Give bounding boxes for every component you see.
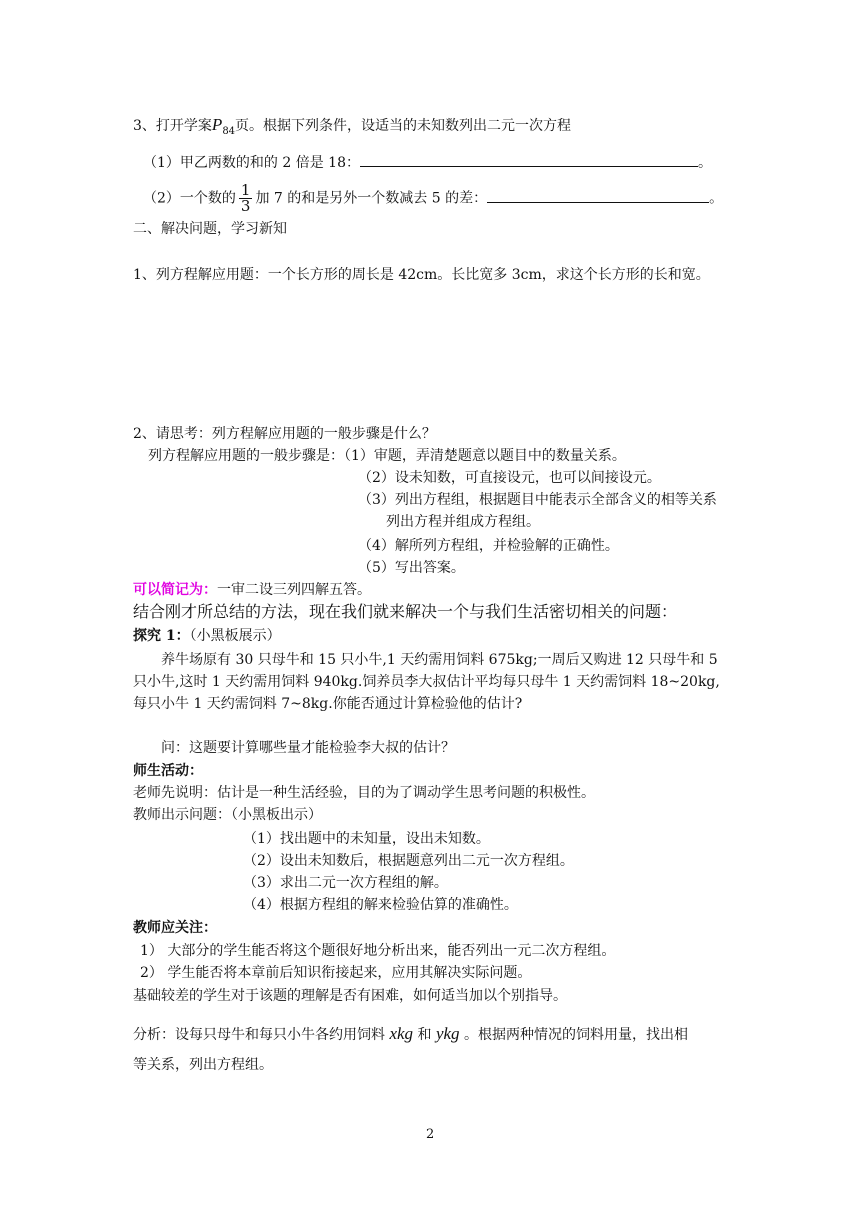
problem-line-1: 养牛场原有 30 只母牛和 15 只小牛,1 天约需用饲料 675kg;一周后又购进 12 只母牛和 5: [161, 652, 718, 668]
step-3: （3）列出方程组，根据题目中能表示全部含义的相等关系: [358, 492, 717, 508]
analysis-and: 和: [417, 1027, 432, 1043]
step-4: （4）解所列方程组，并检验解的正确性。: [358, 538, 619, 554]
page-number: 2: [426, 1127, 435, 1142]
mnemonic-label: 可以简记为：: [133, 582, 217, 598]
steps-lead: 列方程解应用题的一般步骤是：: [148, 448, 344, 464]
problem-line-3: 每只小牛 1 天约需饲料 7~8kg.你能否通过计算检验他的估计?: [133, 696, 523, 712]
explore-label: 探究 1：: [133, 628, 190, 644]
step-1: （1）审题，弄清楚题意以题目中的数量关系。: [344, 448, 626, 464]
item-2-prefix: （2）一个数的: [143, 190, 236, 207]
analysis-line: [133, 1024, 688, 1045]
s3-item-1: [143, 152, 712, 173]
item-2-text: 加 7 的和是另外一个数减去 5 的差：: [255, 190, 488, 207]
teacher-question: 教师出示问题：（小黑板出示）: [133, 807, 322, 823]
part-2-heading: 二、解决问题，学习新知: [133, 221, 287, 237]
activity-label: 师生活动：: [133, 763, 203, 779]
question-ask: 问：这题要计算哪些量才能检验李大叔的估计？: [161, 740, 455, 756]
transition-text: 结合刚才所总结的方法，现在我们就来解决一个与我们生活密切相关的问题：: [133, 602, 678, 621]
item-1-end: 。: [697, 155, 712, 171]
section-3-text: 页。根据下列条件，设适当的未知数列出二元一次方程: [235, 118, 572, 134]
variable-p: P: [211, 115, 223, 134]
teacher-step-3: （3）求出二元一次方程组的解。: [243, 875, 448, 891]
mnemonic-line: [133, 580, 371, 600]
step-5: （5）写出答案。: [358, 560, 465, 576]
variable-x: xkg: [389, 1024, 414, 1043]
focus-label: 教师应关注：: [133, 920, 217, 936]
steps-block: [148, 446, 626, 466]
subscript-84: 84: [222, 125, 236, 137]
item-1-text: （1）甲乙两数的和的 2 倍是 18：: [143, 155, 360, 171]
answer-blank-2[interactable]: [487, 188, 709, 203]
section-3-line: [133, 115, 571, 142]
explore-text: （小黑板展示）: [189, 628, 281, 644]
analysis-text: 。根据两种情况的饲料用量，找出相: [464, 1027, 688, 1043]
question-1: 1、列方程解应用题：一个长方形的周长是 42cm。长比宽多 3cm，求这个长方形的长和宽。: [133, 267, 710, 283]
step-2: （2）设未知数，可直接设元，也可以间接设元。: [358, 470, 661, 486]
section-3-prefix: 3、打开学案: [133, 118, 212, 134]
teacher-step-2: （2）设出未知数后，根据题意列出二元一次方程组。: [243, 853, 574, 869]
variable-y: ykg: [435, 1024, 460, 1043]
focus-item-2: 2） 学生能否将本章前后知识衔接起来，应用其解决实际问题。: [140, 965, 532, 981]
item-2-end: 。: [709, 190, 724, 207]
focus-item-1: 1） 大部分的学生能否将这个题很好地分析出来，能否列出一元二次方程组。: [140, 943, 616, 959]
teacher-step-4: （4）根据方程组的解来检验估算的准确性。: [243, 897, 518, 913]
analysis-line-2: 等关系，列出方程组。: [133, 1057, 273, 1073]
problem-line-2: 只小牛,这时 1 天约需用饲料 940kg.饲养员李大叔估计平均每只母牛 1 天约需饲料 18~20kg,: [133, 674, 720, 690]
question-2: 2、请思考：列方程解应用题的一般步骤是什么？: [133, 426, 436, 442]
analysis-prefix: 分析：设每只母牛和每只小牛各约用饲料: [133, 1027, 385, 1043]
explore-line: [133, 626, 281, 646]
s3-item-2: [143, 183, 723, 214]
fraction-numerator: 1: [240, 181, 251, 199]
mnemonic-text: 一审二设三列四解五答。: [217, 582, 371, 598]
fraction-denominator: 3: [240, 197, 251, 215]
answer-blank-1[interactable]: [360, 152, 698, 167]
focus-item-3: 基础较差的学生对于该题的理解是否有困难，如何适当加以个别指导。: [133, 988, 567, 1004]
step-3-continued: 列出方程并组成方程组。: [386, 514, 540, 530]
teacher-step-1: （1）找出题中的未知量，设出未知数。: [243, 831, 490, 847]
teacher-note: 老师先说明：估计是一种生活经验，目的为了调动学生思考问题的积极性。: [133, 785, 595, 801]
fraction-one-third: [239, 183, 253, 214]
